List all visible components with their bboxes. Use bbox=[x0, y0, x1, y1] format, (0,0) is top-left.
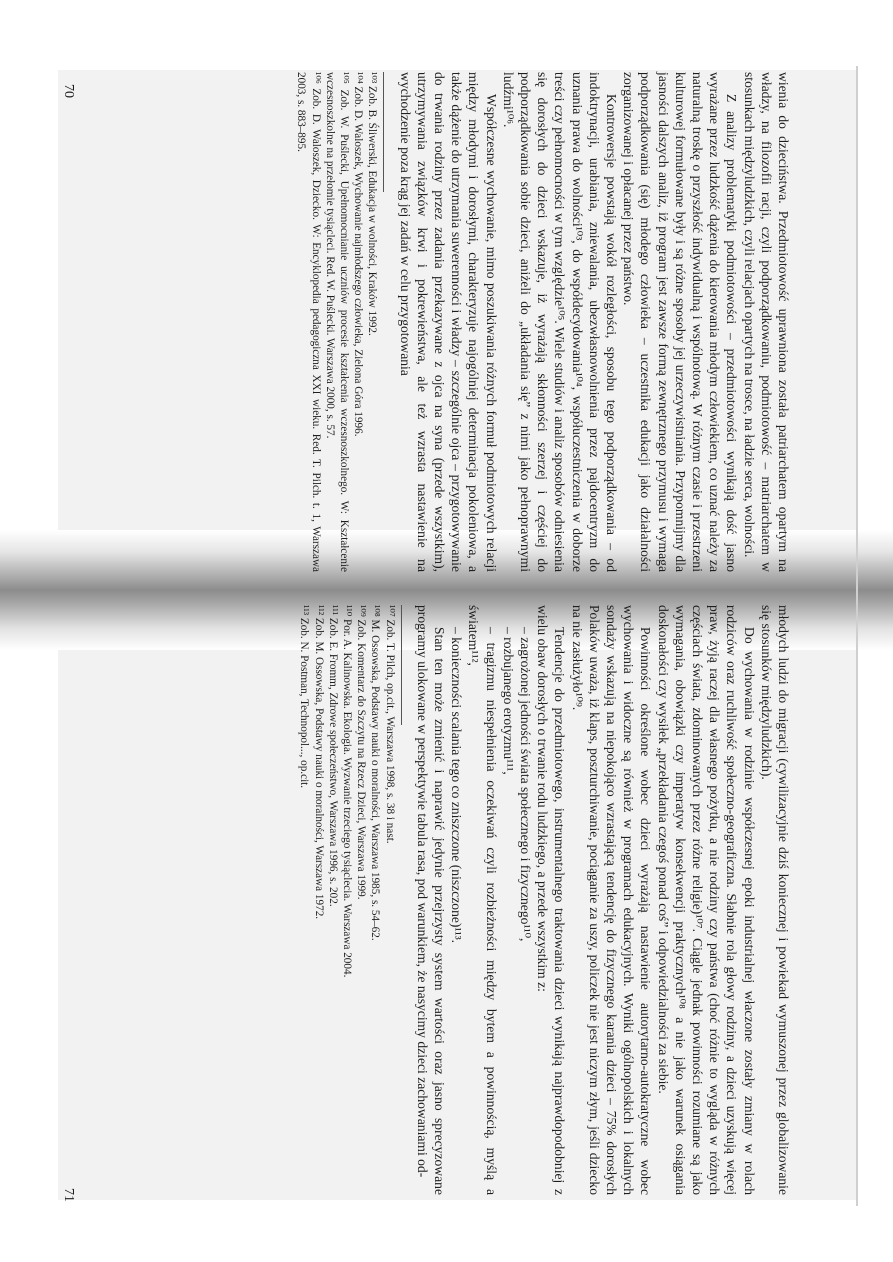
paragraph: Do wychowania w rodzinie współczesnej epoki industrialnej właczone zostały zmiany w rolach rodziców oraz ruchliwość społeczno-geograficzna. Słabnie rola głowy rodziny, a dzieci uzyskują więcej praw, żyją raczej dla własnego pożytku, a nie rodziny czy państwa (choć różnie to wygląda w różnych częściach świata, zdominowanych przez różne religie)¹⁰⁷. Ciągle jednak powinności rozumiane są jako wymagania, obowiązki czy imperatyw konsekwencji praktycznych¹⁰⁸ a nie jako warunek osiągania doskonałości czy wysiłek „przekładania czegoś ponad coś” i odpowiedzialności za siebie. bbox=[655, 605, 757, 1195]
page-number: 70 bbox=[61, 84, 76, 98]
paragraph: wienia do dzieciństwa. Przedmiotowość uprawniona została patriarchatem opartym na władzy, na filozofii racji, czyli podporządkowaniu, podmiotowość – matriarchatem w stosunkach międzyludzkich, czyli relacjach opartych na trosce, na ładzie serca, wolności. bbox=[741, 72, 791, 572]
list-item: – tragizmu niespełnienia oczekiwań czyli rozbieżności między bytem a powinnością, myślą a światem¹¹², bbox=[466, 605, 499, 1195]
list-item: – rozbujanego erotyzmu¹¹¹, bbox=[500, 627, 516, 775]
paragraph: młodych ludzi do migracji (cywilizacyjnie dziś koniecznej i powiekad wymuszonej przez globalizowanie się stosunków międzyludzkich). bbox=[758, 605, 791, 1195]
footnote-divider bbox=[401, 605, 402, 725]
list-item: – konieczności scalania tego co zniszczone (niszczone)¹¹³. bbox=[449, 627, 465, 944]
page-edge bbox=[856, 66, 858, 1206]
footnotes bbox=[297, 605, 396, 1195]
paragraph: Stan ten może zmienić i naprawić jedynie przejrzysty system wartości oraz jasno sprecyzowane programy ulokowane w perspektywie tabula rasa, pod warunkiem, że nasycimy dzieci zachowaniami od- bbox=[414, 605, 447, 1195]
page-number: 71 bbox=[61, 1188, 76, 1202]
paragraph: Z analizy problematyki podmiotowości – przedmiotowości wynikają dość jasno wyrażane przez ludzkość dążenia do kierowania młodym człowiekiem, co uznać należy za naturalną troskę o przyszłość indywidualną i wspólnotową. W różnym czasie i przestrzeni kulturowej formułowane były i są różne sposoby jej urzeczywistniania. Przypomnijmy dla jasności dalszych analiz, iż program jest zawsze formą zewnętrznego przymusu i wymaga podporządkowania (się) młodego człowieka – uczestnika edukacji jako działalności zorganizowanej i opłacanej przez państwo. bbox=[621, 72, 740, 572]
footnote-103: ¹⁰³ Zob. B. Śliwerski, Edukacja w wolności, Kraków 1992. bbox=[366, 72, 379, 336]
page-70 bbox=[294, 72, 792, 572]
footnote-107: ¹⁰⁷ Zob. T. Pilch, op.cit., Warszawa 1998, s. 38 i nast. bbox=[383, 605, 396, 844]
paragraph: Współczesne wychowanie, mimo poszukiwania różnych formuł podmiotowych relacji między młodymi i dorosłymi, charakteryzuje najogólniej determinacja pokoleniowa, a także dążenie do utrzymania suwerenności i władzy – szczególnie ojca – przygotowywanie do trwania rodziny przez zadania przekazywane z ojca na syna (przede wszystkim), utrzymywania związków krwi i pokrewieństwa, ale też wzrasta nastawienie na wychodzenie poza krąg jej zadań w celu przygotowania bbox=[397, 72, 499, 572]
footnote-108: ¹⁰⁸ M. Ossowska, Podstawy nauki o moralności, Warszawa 1985, s. 54–62. bbox=[369, 605, 382, 941]
page-71 bbox=[297, 605, 792, 1195]
footnote-106: ¹⁰⁶ Zob. D. Waloszek, Dziecko. W: Encyklopedia pedagogiczna XXI wieku. Red. T. Pilch. t. 1, Warszawa 2003, s. 883–895. bbox=[295, 72, 322, 572]
footnotes bbox=[294, 72, 379, 572]
footnote-104: ¹⁰⁴ Zob. D. Waloszek, Wychowanie najmłodszego człowieka, Zielona Góra 1996. bbox=[352, 72, 365, 437]
footnote-divider bbox=[383, 72, 384, 192]
footnote-105: ¹⁰⁵ Zob. W. Puślecki, Upełnomocnianie uczniów procesie kształcenia wczesnoszkolnego. W: Kształcenie wczesnoszkolne na przełomie tysiącleci. Red. W. Puślecki. Warszawa 2000, s. 57. bbox=[323, 72, 350, 572]
footnote-110: ¹¹⁰ Por. A. Kalinowska. Ekologia. Wyzwanie trzeciego tysiąclecia. Warszawa 2004. bbox=[340, 605, 353, 978]
footnote-109: ¹⁰⁹ Zob. Komentarz do Szczytu na Rzecz Dzieci, Warszawa 1999. bbox=[355, 605, 368, 900]
paragraph: Tendencje do przedmiotowego, instrumentalnego traktowania dzieci wynikają najprawdopodobniej z wielu obaw dorosłych o trwanie rodu ludzkiego, a przede wszystkim z: bbox=[535, 605, 568, 1195]
list bbox=[448, 605, 534, 1195]
footnote-113: ¹¹³ Zob. N. Postman, Technopol..., op.cit. bbox=[298, 605, 311, 789]
footnote-111: ¹¹¹ Zob. E. Fromm, Zdrowe społeczeństwo, Warszawa 1996, s. 202. bbox=[326, 605, 339, 907]
footnote-112: ¹¹² Zob. M. Ossowska, Podstawy nauki o moralności, Warszawa 1972. bbox=[312, 605, 325, 920]
list-item: – zagrożonej jedności świata społecznego i fizycznego¹¹⁰, bbox=[517, 627, 533, 942]
paragraph: Kontrowersje powstają wokół rozległości, sposobu tego podporządkowania – od indoktrynacji, urabiania, zniewalania, ubezwłasnowolnienia przez pajdocentryzm do uznania prawa do wolności¹⁰³, do współdecydowania¹⁰⁴, współuczestniczenia w doborze treści czy pełnomocności w tym względzie¹⁰⁵. Wiele studiów i analiz sposobów odniesienia się dorosłych do dzieci wskazuje, iż wyrażają skłonności szerzej i częściej do podporządkowania sobie dzieci, aniżeli do „układania się” z nimi jako pełnoprawnymi ludźmi¹⁰⁶. bbox=[500, 72, 619, 572]
paragraph: Powinności określone wobec dzieci wyrażają nastawienie autorytarno-autokratyczne wobec wychowania i widoczne są również w programach edukacyjnych. Wyniki ogólnopolskich i lokalnych sondaży wskazują na niepokojąco wzrastającą tendencję do fizycznego karania dzieci – 75% dorosłych Polaków uważa, iż klaps, poszturchiwanie, pociąganie za uszy, policzek nie jest niczym złym, jeśli dziecko na nie zasłużyło¹⁰⁹. bbox=[569, 605, 654, 1195]
